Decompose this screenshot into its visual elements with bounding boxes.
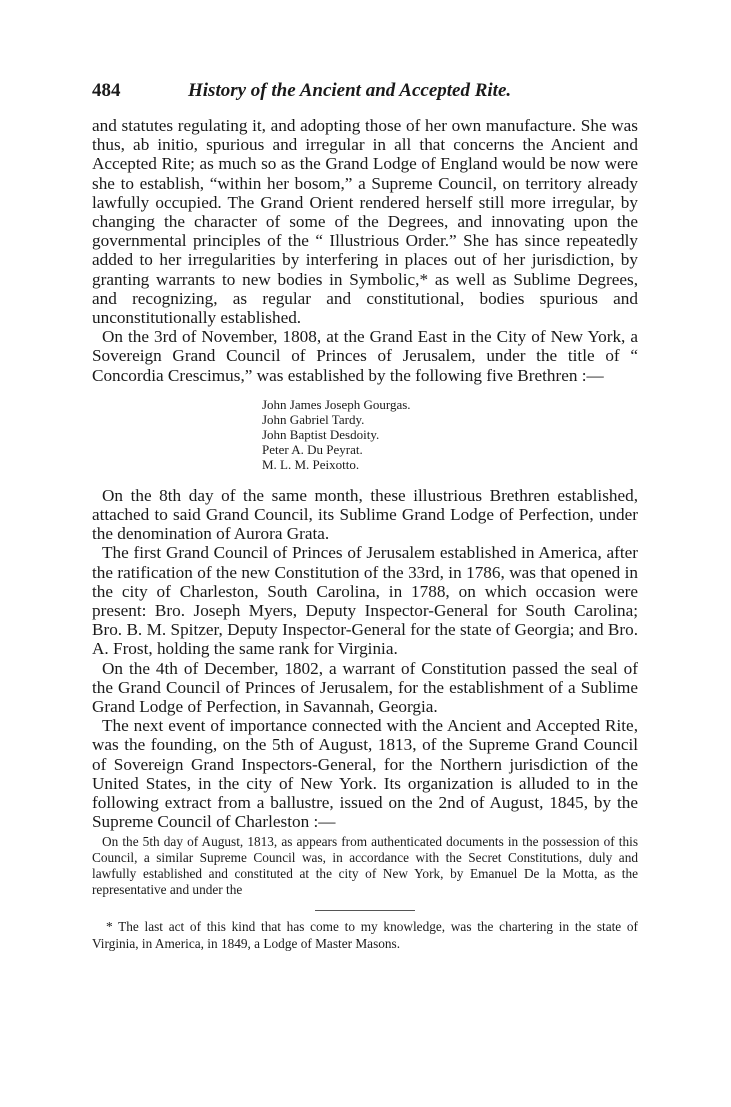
page-body (92, 116, 638, 952)
quoted-extract: On the 5th day of August, 1813, as appears from authenticated documents in the possession of this Council, a similar Supreme Council was, in accordance with the Secret Constitutions, duly and lawfully established and constituted at the city of New York, by Emanuel De la Motta, as the representative and under the (92, 833, 638, 898)
paragraph-savannah-warrant: On the 4th of December, 1802, a warrant of Constitution passed the seal of the Grand Council of Princes of Jerusalem, for the establishment of a Sublime Grand Lodge of Perfection, in Savannah, Georgia. (92, 658, 638, 717)
paragraph-concordia-crescimus: On the 3rd of November, 1808, at the Grand East in the City of New York, a Sovereign Grand Council of Princes of Jerusalem, under the title of “ Concordia Crescimus,” was established by the following five Brethren :— (92, 327, 638, 385)
page-number: 484 (92, 80, 121, 101)
page-header (92, 80, 638, 104)
paragraph-grand-orient: and statutes regulating it, and adopting those of her own manufacture. She was thus, ab initio, spurious and irregular in all that concerns the Ancient and Accepted Rite; as much so as the Grand Lodge of England would be now were she to establish, “within her bosom,” a Supreme Council, on territory already lawfully occupied. The Grand Orient rendered herself still more irregular, by changing the character of some of the Degrees, and innovating upon the governmental principles of the “ Illustrious Order.” She has since repeatedly added to her irregularities by interfering in places out of her jurisdiction, by granting warrants to new bodies in Symbolic,* as well as Sublime Degrees, and recognizing, as regular and constitutional, bodies spurious and unconstitutionally established. (92, 116, 638, 328)
brethren-name: Peter A. Du Peyrat. (262, 441, 363, 457)
footnote-divider (315, 910, 415, 911)
running-title: History of the Ancient and Accepted Rite. (188, 80, 512, 101)
paragraph-aurora-grata: On the 8th day of the same month, these illustrious Brethren established, attached to said Grand Council, its Sublime Grand Lodge of Perfection, under the denomination of Aurora Grata. (92, 485, 638, 544)
brethren-name: M. L. M. Peixotto. (262, 456, 360, 472)
footnote: * The last act of this kind that has come to my knowledge, was the chartering in the state of Virginia, in America, in 1849, a Lodge of Master Masons. (92, 919, 638, 951)
paragraph-supreme-council-founding: The next event of importance connected with the Ancient and Accepted Rite, was the founding, on the 5th of August, 1813, of the Supreme Grand Council of Sovereign Grand Inspectors-General, for the Northern jurisdiction of the United States, in the city of New York. Its organization is alluded to in the following extract from a ballustre, issued on the 2nd of August, 1845, by the Supreme Council of Charleston :— (92, 716, 638, 832)
brethren-list (262, 397, 638, 472)
brethren-name: John Gabriel Tardy. (262, 411, 365, 427)
brethren-name: John Baptist Desdoity. (262, 426, 380, 442)
paragraph-first-grand-council: The first Grand Council of Princes of Jerusalem established in America, after the ratification of the new Constitution of the 33rd, in 1786, was that opened in the city of Charleston, South Carolina, in 1788, on which occasion were present: Bro. Joseph Myers, Deputy Inspector-General for South Carolina; Bro. B. M. Spitzer, Deputy Inspector-General for the state of Georgia; and Bro. A. Frost, holding the same rank for Virginia. (92, 543, 638, 659)
brethren-name: John James Joseph Gourgas. (262, 396, 411, 412)
